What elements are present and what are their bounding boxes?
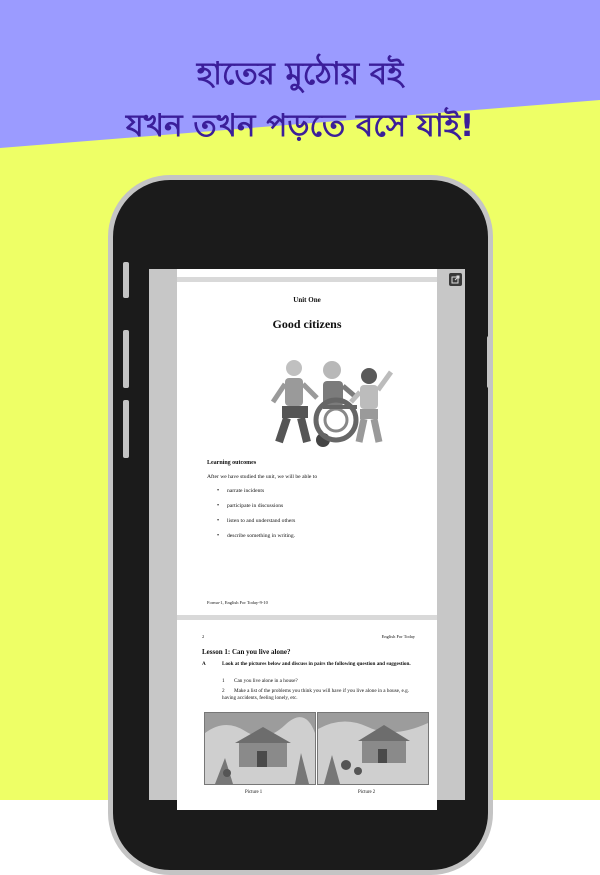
section-instruction: Look at the pictures below and discuss in pairs the following question and suggestion.	[222, 661, 411, 667]
question-item	[222, 688, 422, 702]
phone-side-button-mute	[123, 262, 129, 298]
headline-line-2: যখন তখন পড়তে বসে যাই!	[125, 108, 475, 144]
viewer-gutter-right	[437, 269, 465, 800]
learning-outcomes-heading: Learning outcomes	[207, 460, 257, 466]
children-illustration	[259, 354, 399, 449]
unit-label: Unit One	[293, 296, 321, 304]
phone-side-button-volume-up	[123, 330, 129, 388]
question-item	[222, 678, 298, 685]
headline-line-1: হাতের মুঠোয় বই	[196, 56, 404, 92]
list-item: • listen to and understand others	[217, 518, 295, 533]
list-item: • describe something in writing.	[217, 533, 295, 548]
picture-2-caption: Picture 2	[358, 790, 376, 795]
picture-2-illustration	[317, 712, 429, 785]
page-number: 2	[202, 634, 205, 639]
external-link-icon[interactable]	[449, 273, 462, 286]
learning-outcomes-intro: After we have studied the unit, we will be able to	[207, 474, 318, 480]
unit-title: Good citizens	[272, 317, 342, 331]
section-label: A	[202, 661, 206, 667]
picture-1-caption: Picture 1	[245, 790, 263, 795]
viewer-gutter-left	[149, 269, 177, 800]
phone-side-button-volume-down	[123, 400, 129, 458]
page-footer: Forma-1, English For Today-9-10	[207, 600, 268, 605]
learning-outcomes-list	[217, 488, 295, 548]
promo-headline	[0, 48, 600, 152]
question-text: Can you live alone in a house?	[234, 678, 298, 684]
picture-1-illustration	[204, 712, 316, 785]
previous-page-edge	[177, 269, 437, 277]
lesson-title: Lesson 1: Can you live alone?	[202, 648, 291, 656]
question-number: 2	[222, 688, 225, 694]
list-item: • narrate incidents	[217, 488, 295, 503]
running-header: English For Today	[381, 634, 415, 639]
question-text: Make a list of the problems you think you will have if you live alone in a house, e.g. having accidents, feeling lonely, etc.	[222, 688, 410, 701]
document-page-2	[177, 620, 437, 810]
document-page-1	[177, 282, 437, 615]
list-item: • participate in discussions	[217, 503, 295, 518]
phone-side-button-power	[487, 336, 493, 388]
question-number: 1	[222, 678, 225, 684]
